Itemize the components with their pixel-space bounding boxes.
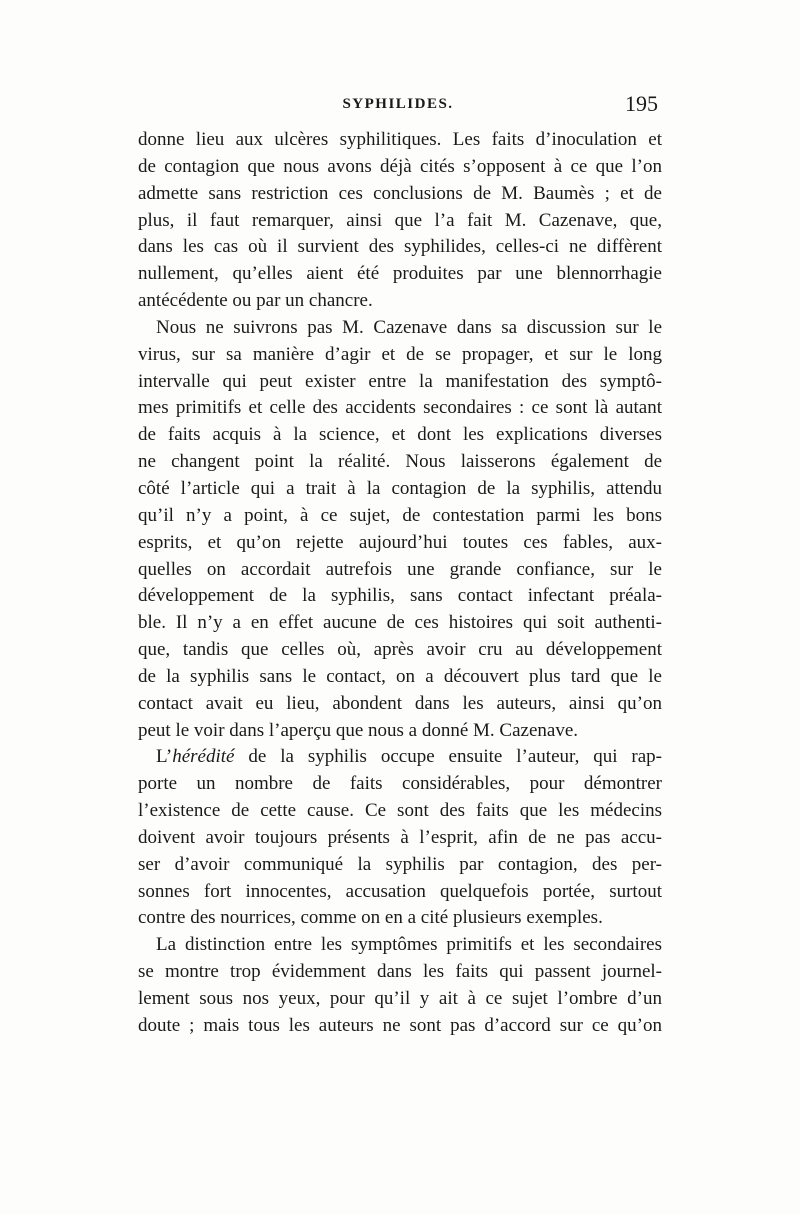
- text-line: intervalle qui peut exister entre la manifestation des symptô-: [138, 370, 662, 392]
- text-line: côté l’article qui a trait à la contagion de la syphilis, attendu: [138, 477, 662, 499]
- page-number: 195: [625, 91, 658, 116]
- text-line: nullement, qu’elles aient été produites par une blennorrhagie: [138, 263, 662, 285]
- text-line: ser d’avoir communiqué la syphilis par contagion, des per-: [138, 853, 662, 875]
- text-line: qu’il n’y a point, à ce sujet, de contestation parmi les bons: [138, 504, 662, 526]
- paragraph-end-line: antécédente ou par un chancre.: [138, 290, 373, 312]
- text-body: [138, 127, 662, 1040]
- text-line: dans les cas où il survient des syphilides, celles-ci ne diffèrent: [138, 236, 662, 258]
- running-title: SYPHILIDES.: [342, 96, 454, 112]
- text-line: admette sans restriction ces conclusions de M. Baumès ; et de: [138, 182, 662, 204]
- text-line: se montre trop évidemment dans les faits qui passent journel-: [138, 961, 662, 983]
- text-line: sonnes fort innocentes, accusation quelquefois portée, surtout: [138, 880, 662, 902]
- text-line: que, tandis que celles où, après avoir cru au développement: [138, 639, 662, 661]
- paragraph-first-line: [138, 744, 662, 771]
- text-line: ble. Il n’y a en effet aucune de ces histoires qui soit authenti-: [138, 612, 662, 634]
- paragraph-first-line: La distinction entre les symptômes primitifs et les secondaires: [156, 934, 662, 956]
- text-line: de faits acquis à la science, et dont les explications diverses: [138, 424, 662, 446]
- text-line: quelles on accordait autrefois une grande confiance, sur le: [138, 558, 662, 580]
- text-line: de la syphilis sans le contact, on a découvert plus tard que le: [138, 665, 662, 687]
- text-line: donne lieu aux ulcères syphilitiques. Les faits d’inoculation et: [138, 129, 662, 150]
- paragraph-end-line: peut le voir dans l’aperçu que nous a donné M. Cazenave.: [138, 719, 579, 741]
- text-line: mes primitifs et celle des accidents secondaires : ce sont là autant: [138, 397, 662, 419]
- text-line: porte un nombre de faits considérables, pour démontrer: [138, 773, 662, 795]
- line-prefix: L’: [156, 746, 173, 768]
- text-line: ne changent point la réalité. Nous laisserons également de: [138, 451, 662, 473]
- text-line: doute ; mais tous les auteurs ne sont pas d’accord sur ce qu’on: [138, 1014, 662, 1036]
- text-line: virus, sur sa manière d’agir et de se propager, et sur le long: [138, 343, 662, 365]
- text-line: doivent avoir toujours présents à l’esprit, afin de ne pas accu-: [138, 826, 662, 848]
- paragraph-end-line: contre des nourrices, comme on en a cité plusieurs exemples.: [138, 907, 603, 929]
- text-line: lement sous nos yeux, pour qu’il y ait à ce sujet l’ombre d’un: [138, 988, 662, 1009]
- italic-term: hérédité: [172, 746, 235, 768]
- paragraph-first-line: Nous ne suivrons pas M. Cazenave dans sa discussion sur le: [156, 316, 662, 338]
- text-line: de contagion que nous avons déjà cités s’opposent à ce que l’on: [138, 155, 662, 177]
- running-head: [138, 91, 658, 120]
- text-line: esprits, et qu’on rejette aujourd’hui toutes ces fables, aux-: [138, 531, 662, 553]
- line-rest: de la syphilis occupe ensuite l’auteur, qui rap-: [234, 746, 662, 768]
- text-line: contact avait eu lieu, abondent dans les auteurs, ainsi qu’on: [138, 692, 662, 714]
- text-line: développement de la syphilis, sans contact infectant préala-: [138, 585, 662, 607]
- text-line: plus, il faut remarquer, ainsi que l’a fait M. Cazenave, que,: [138, 209, 662, 231]
- text-line: l’existence de cette cause. Ce sont des faits que les médecins: [138, 800, 662, 822]
